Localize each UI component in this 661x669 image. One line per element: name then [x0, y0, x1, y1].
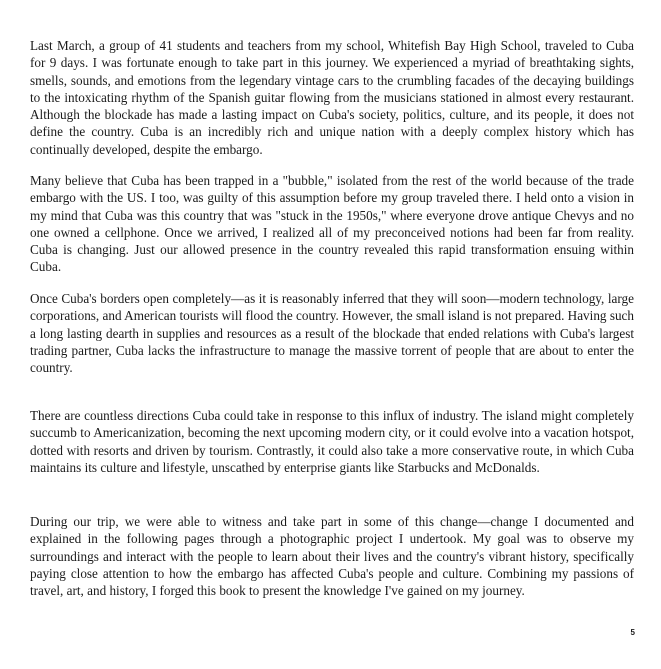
paragraph-future-directions: There are countless directions Cuba could take in response to this influx of industry. The island might completely succumb to Americanization, becoming the next upcoming modern city, or it could evolve into a vacation hotspot, dotted with resorts and driven by tourism. Contrastly, it could also take a more conservative route, in which Cuba maintains its culture and lifestyle, unscathed by enterprise giants like Starbucks and McDonalds.: [30, 408, 634, 475]
page-number: 5: [630, 628, 635, 637]
paragraph-photo-project: During our trip, we were able to witness and take part in some of this change—change I documented and explained in the following pages through a photographic project I undertook. My goal was to observe my surroundings and interact with the people to learn about their lives and the country's vibrant history, specifically paying close attention to how the embargo has affected Cuba's people and culture. Combining my passions of travel, art, and history, I forged this book to present the knowledge I've gained on my journey.: [30, 514, 634, 599]
paragraph-bubble-assumption: Many believe that Cuba has been trapped in a "bubble," isolated from the rest of the world because of the trade embargo with the US. I too, was guilty of this assumption before my group traveled there. I held onto a vision in my mind that Cuba was this country that was "stuck in the 1950s," where everyone drove antique Chevys and no one owned a cellphone. Once we arrived, I realized all of my preconceived notions had been far from reality. Cuba is changing. Just our allowed presence in the country revealed this rapid transformation ensuing within Cuba.: [30, 173, 634, 275]
paragraph-trip-intro: Last March, a group of 41 students and teachers from my school, Whitefish Bay High School, traveled to Cuba for 9 days. I was fortunate enough to take part in this journey. We experienced a myriad of breathtaking sights, smells, sounds, and emotions from the legendary vintage cars to the crumbling facades of the decaying buildings to the intoxicating rhythm of the Spanish guitar flowing from the musicians stationed in almost every restaurant. Although the blockade has made a lasting impact on Cuba's society, politics, culture, and its people, it does not define the country. Cuba is an incredibly rich and unique nation with a deeply complex history which has continually developed, despite the embargo.: [30, 38, 634, 157]
paragraph-borders-open: Once Cuba's borders open completely—as it is reasonably inferred that they will soon—modern technology, large corporations, and American tourists will flood the country. However, the small island is not prepared. Having such a long lasting dearth in supplies and resources as a result of the blockade that ended relations with Cuba's largest trading partner, Cuba lacks the infrastructure to manage the massive torrent of people that are about to enter the country.: [30, 291, 634, 376]
